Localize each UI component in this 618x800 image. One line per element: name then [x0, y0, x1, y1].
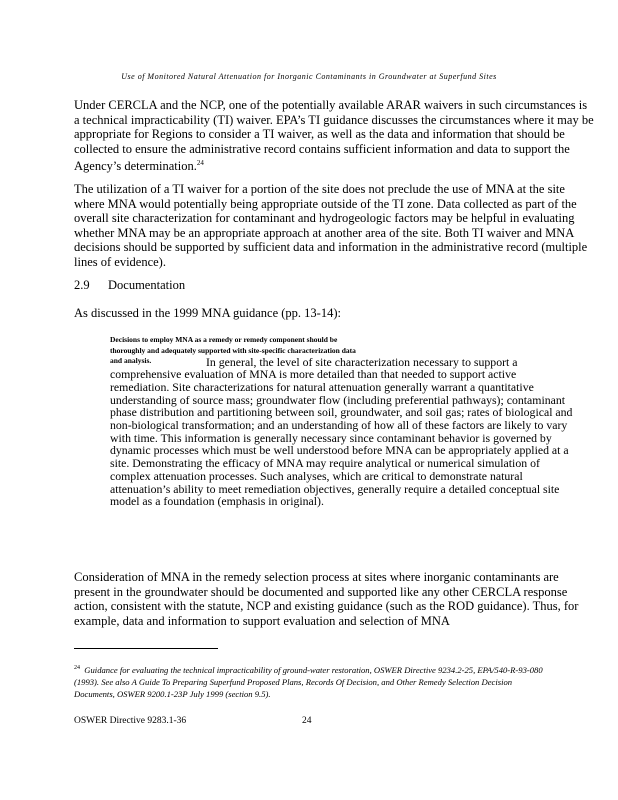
- quote-heading-line: thoroughly and adequately supported with site-specific characterization data: [110, 345, 356, 355]
- paragraph-ti-waiver: [74, 98, 594, 174]
- footnote-separator: [74, 648, 218, 649]
- paragraph-intro-quote: As discussed in the 1999 MNA guidance (pp. 13-14):: [74, 306, 341, 320]
- section-number: 2.9: [74, 278, 90, 292]
- page-number: 24: [302, 716, 312, 726]
- footer-directive: OSWER Directive 9283.1-36: [74, 716, 187, 726]
- paragraph-ti-waiver-text: Under CERCLA and the NCP, one of the potentially available ARAR waivers in such circumstances is a technical impracticability (TI) waiver. EPA’s TI guidance discusses the circumstances where it may be appropriate for Regions to consider a TI waiver, as well as the data and information that should be collected to ensure the administrative record contains sufficient information and data to support the Agency’s determination.: [74, 98, 594, 174]
- section-title: Documentation: [108, 278, 186, 292]
- quote-body: [110, 356, 575, 508]
- quote-heading-line: and analysis.: [110, 356, 152, 365]
- footnote-text: Guidance for evaluating the technical impracticability of ground-water restoration, OSWER Directive 9234.2-25, EPA/540-R-93-080 (1993). See also A Guide To Preparing Superfund Proposed Plans, Records Of Decision, and Other Remedy Selection Decision Documents, OSWER 9200.1-23P July 1999 (section 9.5).: [74, 664, 543, 699]
- footnote: [74, 662, 544, 700]
- running-header: Use of Monitored Natural Attenuation for Inorganic Contaminants in Groundwater at Superfund Sites: [121, 72, 497, 81]
- quote-heading-line: Decisions to employ MNA as a remedy or remedy component should be: [110, 335, 338, 344]
- quote-body-text: In general, the level of site characterization necessary to support a comprehensive evaluation of MNA is more detailed than that needed to support active remediation. Site characterizations for natural attenuation generally warrant a quantitative understanding of source mass; groundwater flow (including preferential pathways); contaminant phase distribution and partitioning between soil, groundwater, and soil gas; rates of biological and non-biological transformation; and an understanding of how all of these factors are likely to vary with time. This information is generally necessary since contaminant behavior is governed by dynamic processes which must be well understood before MNA can be appropriately applied at a site. Demonstrating the efficacy of MNA may require analytical or numerical simulation of complex attenuation processes. Such analyses, which are critical to demonstrate natural attenuation’s ability to meet remediation objectives, generally require a detailed conceptual site model as a foundation (emphasis in original).: [110, 354, 573, 509]
- footnote-number: 24: [74, 665, 80, 671]
- block-quote: [110, 335, 575, 508]
- paragraph-mna-consideration: Consideration of MNA in the remedy selection process at sites where inorganic contaminants are present in the groundwater should be documented and supported like any other CERCLA response action, consistent with the statute, NCP and existing guidance (such as the ROD guidance). Thus, for example, data and information to support evaluation and selection of MNA: [74, 570, 579, 628]
- section-heading: [74, 278, 185, 293]
- footnote-reference: 24: [196, 159, 204, 168]
- paragraph-ti-mna: The utilization of a TI waiver for a portion of the site does not preclude the use of MNA at the site where MNA would potentially being appropriate outside of the TI zone. Data collected as part of the overall site characterization for contaminant and hydrogeologic factors may be helpful in evaluating whether MNA may be an appropriate approach at another area of the site. Both TI waiver and MNA decisions should be supported by sufficient data and information in the administrative record (multiple lines of evidence).: [74, 182, 588, 269]
